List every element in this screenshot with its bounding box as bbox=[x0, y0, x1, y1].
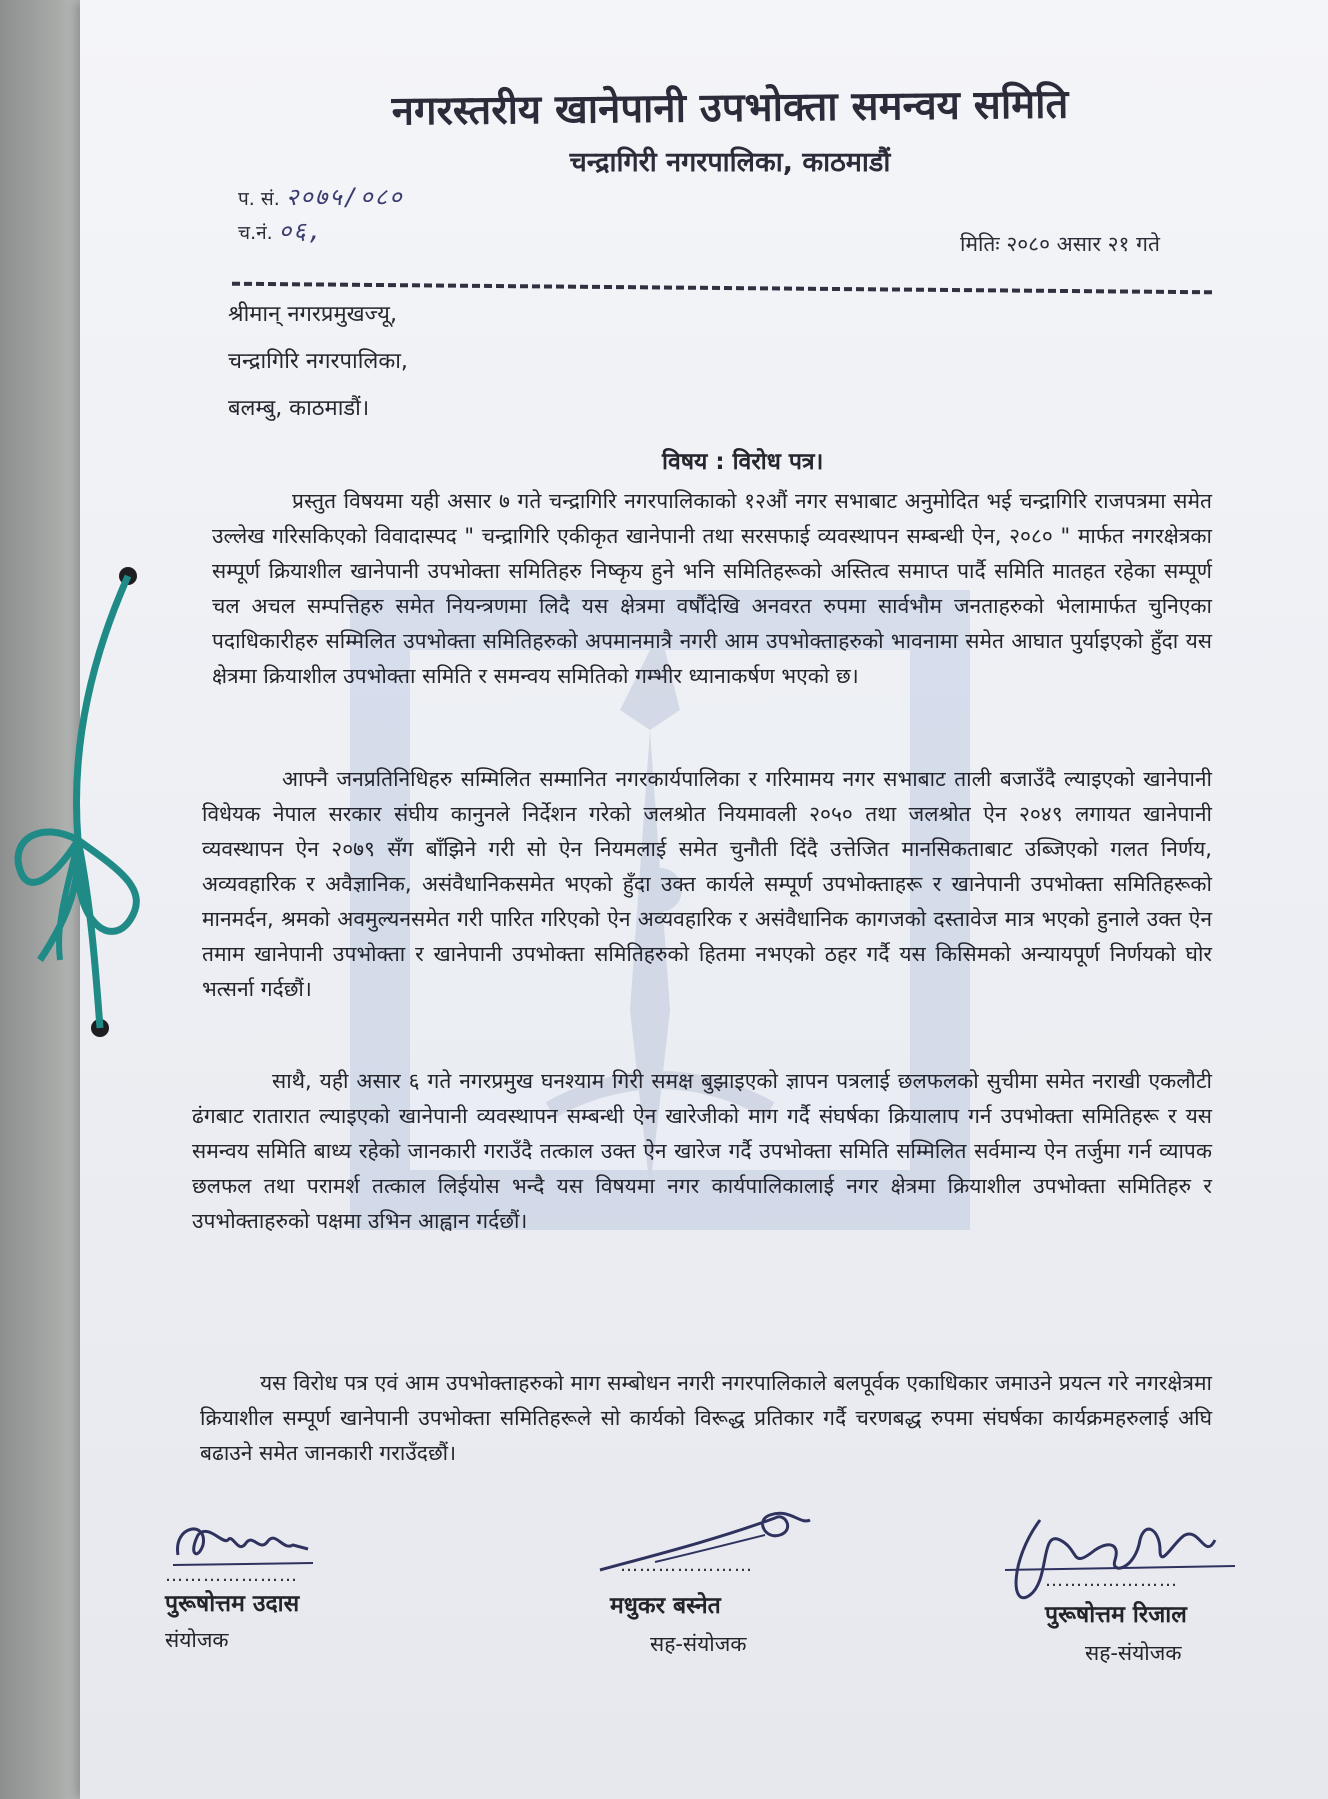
signatory-2-role: सह-संयोजक bbox=[650, 1632, 747, 1656]
pa-sa-label: प. सं. bbox=[238, 188, 280, 210]
signature-dots: ………………… bbox=[165, 1565, 298, 1586]
pa-sa-value: २०७५/०८० bbox=[285, 183, 404, 211]
body-paragraph-4: यस विरोध पत्र एवं आम उपभोक्ताहरुको माग सम्बोधन नगरी नगरपालिकाले बलपूर्वक एकाधिकार जमाउने प्रयत्न गरे नगरक्षेत्रमा क्रियाशील सम्पूर्ण खानेपानी उपभोक्ता समितिहरूले सो कार्यको विरूद्ध प्रतिकार गर्दै चरणबद्ध रुपमा संघर्षका कार्यक्रमहरुलाई अघि बढाउने समेत जानकारी गराउँदछौं। bbox=[200, 1371, 1212, 1465]
addressee-line-3: बलम्बु, काठमाडौं। bbox=[228, 396, 370, 421]
signatory-2-name: मधुकर बस्नेत bbox=[610, 1593, 721, 1619]
body-paragraph-3: साथै, यही असार ६ गते नगरप्रमुख घनश्याम गिरी समक्ष बुझाइएको ज्ञापन पत्रलाई छलफलको सुचीमा समेत नराखी एकलौटी ढंगबाट रातारात ल्याइएको खानेपानी व्यवस्थापन सम्बन्धी ऐन खारेजीको माग गर्दै संघर्षका क्रियालाप गर्न उपभोक्ता समितिहरू र यस समन्वय समिति बाध्य रहेको जानकारी गराउँदै तत्काल उक्त ऐन खारेज गर्दै उपभोक्ता समिति सम्मिलित सर्वमान्य ऐन तर्जुमा गर्न व्यापक छलफल तथा परामर्श तत्काल लिईयोस भन्दै यस विषयमा नगर कार्यपालिकालाई नगर क्षेत्रमा क्रियाशील उपभोक्ता समितिहरु र उपभोक्ताहरुको पक्षमा उभिन आह्वान गर्दछौं। bbox=[192, 1069, 1212, 1233]
signature-dots: ………………… bbox=[620, 1555, 753, 1576]
body-paragraph-2: आफ्नै जनप्रतिनिधिहरु सम्मिलित सम्मानित नगरकार्यपालिका र गरिमामय नगर सभाबाट ताली बजाउँदै ल्याइएको खानेपानी विधेयक नेपाल सरकार संघीय कानुनले निर्देशन गरेको जलश्रोत नियमावली २०५० तथा जलश्रोत ऐन २०४९ लगायत खानेपानी व्यवस्थापन ऐन २०७९ सँग बाँझिने गरी सो ऐन नियमलाई समेत चुनौती दिंदै उत्तेजित मानसिकताबाट उब्जिएको गलत निर्णय, अव्यवहारिक र अवैज्ञानिक, असंवैधानिकसमेत भएको हुँदा उक्त कार्यले सम्पूर्ण उपभोक्ताहरू र खानेपानी उपभोक्ता समितिहरूको मानमर्दन, श्रमको अवमुल्यनसमेत गरी पारित गरिएको ऐन अव्यवहारिक र असंवैधानिक कागजको दस्तावेज मात्र भएको हुनाले उक्त ऐन तमाम खानेपानी उपभोक्ता र खानेपानी उपभोक्ता समितिहरुको हितमा नभएको ठहर गर्दै यस किसिमको अन्यायपूर्ण निर्णयको घोर भत्सर्ना गर्दछौं। bbox=[202, 767, 1212, 1001]
signatory-3-role: सह-संयोजक bbox=[1085, 1641, 1182, 1665]
letterhead-title: नगरस्तरीय खानेपानी उपभोक्ता समन्वय समिति bbox=[391, 81, 1069, 135]
addressee-line-2: चन्द्रागिरि नगरपालिका, bbox=[228, 349, 408, 374]
signatory-2 bbox=[610, 1555, 753, 1658]
signatory-1-name: पुरूषोत्तम उदास bbox=[165, 1591, 300, 1617]
body-paragraph-1: प्रस्तुत विषयमा यही असार ७ गते चन्द्रागिरि नगरपालिकाको १२औं नगर सभाबाट अनुमोदित भई चन्द्रागिरि राजपत्रमा समेत उल्लेख गरिसकिएको विवादास्पद " चन्द्रागिरि एकीकृत खानेपानी तथा सरसफाई व्यवस्थापन सम्बन्धी ऐन, २०८० " मार्फत नगरक्षेत्रका सम्पूर्ण क्रियाशील खानेपानी उपभोक्ता समितिहरु निष्कृय हुने भनि समितिहरूको अस्तित्व समाप्त पार्दै समिति मातहत रहेका सम्पूर्ण चल अचल सम्पत्तिहरु समेत नियन्त्रणमा लिदै यस क्षेत्रमा वर्षौंदेखि अनवरत रुपमा सार्वभौम जनताहरुको भेलामार्फत चुनिएका पदाधिकारीहरु सम्मिलित उपभोक्ता समितिहरुको अपमानमात्रै नगरी आम उपभोक्ताहरुको भावनामा समेत आघात पुर्याइएको हुँदा यस क्षेत्रमा क्रियाशील उपभोक्ता समिति र समन्वय समितिको गम्भीर ध्यानाकर्षण भएको छ। bbox=[212, 489, 1212, 688]
signatory-1-role: संयोजक bbox=[165, 1628, 229, 1652]
letter-subject: विषय : विरोध पत्र। bbox=[662, 449, 824, 475]
signatory-3-name: पुरूषोत्तम रिजाल bbox=[1045, 1602, 1187, 1628]
reference-pa-sa bbox=[238, 180, 404, 213]
signatory-1 bbox=[165, 1565, 299, 1654]
signatory-3 bbox=[1045, 1570, 1187, 1667]
letterhead-subtitle: चन्द्रागिरी नगरपालिका, काठमाडौं bbox=[569, 147, 891, 178]
addressee-line-1: श्रीमान् नगरप्रमुखज्यू, bbox=[228, 302, 397, 327]
reference-cha-na bbox=[238, 214, 324, 247]
signature-dots: ………………… bbox=[1045, 1570, 1178, 1591]
letter-date: मितिः २०८० असार २१ गते bbox=[960, 232, 1160, 256]
cha-na-value: ०६, bbox=[278, 217, 325, 245]
cha-na-label: च.नं. bbox=[238, 222, 273, 244]
header-divider bbox=[232, 282, 1212, 295]
